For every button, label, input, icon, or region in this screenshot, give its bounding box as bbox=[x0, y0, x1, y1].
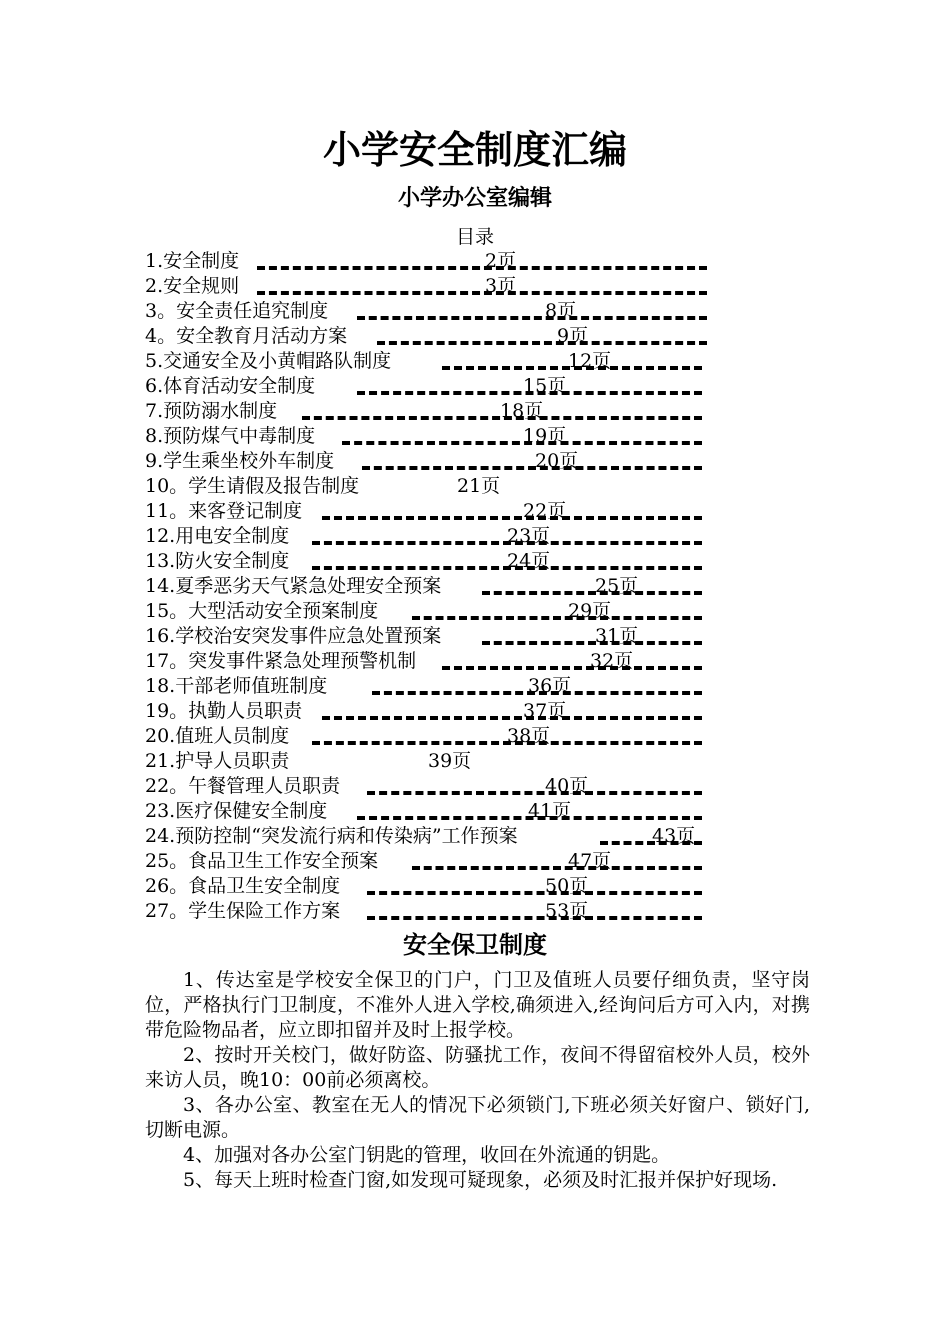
toc-entry-page: 43页 bbox=[652, 825, 696, 847]
toc-leader-line bbox=[482, 641, 702, 645]
toc-entry-label: 24.预防控制“突发流行病和传染病”工作预案 bbox=[145, 825, 518, 847]
toc-entry[interactable] bbox=[145, 899, 725, 924]
toc-entry-label: 6.体育活动安全制度 bbox=[145, 375, 316, 397]
toc-entry-label: 20.值班人员制度 bbox=[145, 725, 290, 747]
toc-entry[interactable] bbox=[145, 774, 725, 799]
toc-entry-label: 9.学生乘坐校外车制度 bbox=[145, 450, 335, 472]
toc-entry-label: 13.防火安全制度 bbox=[145, 550, 290, 572]
toc-entry-page: 38页 bbox=[507, 725, 551, 747]
document-subtitle: 小学办公室编辑 bbox=[397, 186, 552, 211]
toc-entry[interactable] bbox=[145, 749, 725, 774]
toc-leader-line bbox=[257, 266, 707, 270]
toc-entry-label: 18.干部老师值班制度 bbox=[145, 675, 328, 697]
toc-entry[interactable] bbox=[145, 849, 725, 874]
toc-entry[interactable] bbox=[145, 499, 725, 524]
toc-entry[interactable] bbox=[145, 449, 725, 474]
paragraph: 3、各办公室、教室在无人的情况下必须锁门,下班必须关好窗户、锁好门,切断电源。 bbox=[145, 1094, 810, 1141]
toc-entry-label: 11。来客登记制度 bbox=[145, 500, 303, 522]
toc-entry[interactable] bbox=[145, 249, 725, 274]
toc-entry-label: 4。安全教育月活动方案 bbox=[145, 325, 348, 347]
toc-leader-line bbox=[482, 591, 702, 595]
toc-entry-label: 1.安全制度 bbox=[145, 250, 240, 272]
toc-entry[interactable] bbox=[145, 574, 725, 599]
toc-entry-label: 26。食品卫生安全制度 bbox=[145, 875, 341, 897]
toc-entry-page: 32页 bbox=[590, 650, 634, 672]
toc-entry-label: 19。执勤人员职责 bbox=[145, 700, 303, 722]
toc-entry[interactable] bbox=[145, 474, 725, 499]
toc-entry-label: 7.预防溺水制度 bbox=[145, 400, 278, 422]
toc-entry-label: 23.医疗保健安全制度 bbox=[145, 800, 328, 822]
paragraph: 2、按时开关校门，做好防盗、防骚扰工作，夜间不得留宿校外人员，校外来访人员，晚10：00前必须离校。 bbox=[145, 1044, 810, 1091]
toc-entry-page: 9页 bbox=[557, 325, 589, 347]
toc-entry-page: 20页 bbox=[535, 450, 579, 472]
toc-leader-line bbox=[257, 291, 707, 295]
toc-entry-page: 8页 bbox=[545, 300, 577, 322]
toc-entry-label: 2.安全规则 bbox=[145, 275, 240, 297]
toc-entry[interactable] bbox=[145, 724, 725, 749]
toc-entry-label: 14.夏季恶劣天气紧急处理安全预案 bbox=[145, 575, 442, 597]
toc-entry[interactable] bbox=[145, 799, 725, 824]
toc-entry[interactable] bbox=[145, 699, 725, 724]
toc-entry[interactable] bbox=[145, 874, 725, 899]
toc-leader-line bbox=[367, 791, 702, 795]
toc-entry-page: 22页 bbox=[523, 500, 567, 522]
toc-leader-line bbox=[442, 666, 702, 670]
toc-entry-label: 22。午餐管理人员职责 bbox=[145, 775, 341, 797]
toc-entry-page: 15页 bbox=[523, 375, 567, 397]
toc-entry-page: 47页 bbox=[568, 850, 612, 872]
document-title: 小学安全制度汇编 bbox=[322, 128, 627, 172]
toc-entry[interactable] bbox=[145, 599, 725, 624]
toc-entry-page: 12页 bbox=[568, 350, 612, 372]
toc-entry[interactable] bbox=[145, 549, 725, 574]
toc-leader-line bbox=[367, 891, 702, 895]
toc-entry[interactable] bbox=[145, 399, 725, 424]
toc-entry-label: 27。学生保险工作方案 bbox=[145, 900, 341, 922]
toc-entry-label: 5.交通安全及小黄帽路队制度 bbox=[145, 350, 392, 372]
toc-heading: 目录 bbox=[455, 226, 494, 248]
paragraph: 1、传达室是学校安全保卫的门户，门卫及值班人员要仔细负责，坚守岗位，严格执行门卫制度，不准外人进入学校,确须进入,经询问后方可入内，对携带危险物品者，应立即扣留并及时上报学校。 bbox=[145, 969, 810, 1041]
toc-leader-line bbox=[412, 616, 702, 620]
toc-leader-line bbox=[322, 716, 702, 720]
toc-entry[interactable] bbox=[145, 299, 725, 324]
toc-entry[interactable] bbox=[145, 649, 725, 674]
toc-leader-line bbox=[342, 441, 702, 445]
toc-entry-label: 16.学校治安突发事件应急处置预案 bbox=[145, 625, 442, 647]
toc-entry[interactable] bbox=[145, 674, 725, 699]
toc-entry-page: 41页 bbox=[528, 800, 572, 822]
toc-entry-page: 37页 bbox=[523, 700, 567, 722]
toc-entry-label: 3。安全责任追究制度 bbox=[145, 300, 329, 322]
toc-leader-line bbox=[322, 516, 702, 520]
paragraph: 5、每天上班时检查门窗,如发现可疑现象，必须及时汇报并保护好现场. bbox=[183, 1169, 778, 1191]
section-heading: 安全保卫制度 bbox=[403, 931, 547, 959]
toc-entry[interactable] bbox=[145, 524, 725, 549]
toc-entry[interactable] bbox=[145, 824, 725, 849]
toc-leader-line bbox=[357, 316, 707, 320]
toc-entry-label: 15。大型活动安全预案制度 bbox=[145, 600, 379, 622]
toc-entry-page: 18页 bbox=[500, 400, 544, 422]
toc-entry[interactable] bbox=[145, 424, 725, 449]
toc-entry[interactable] bbox=[145, 274, 725, 299]
toc-entry-page: 24页 bbox=[507, 550, 551, 572]
toc-leader-line bbox=[377, 341, 707, 345]
toc-entry-page: 19页 bbox=[523, 425, 567, 447]
toc-entry-page: 25页 bbox=[595, 575, 639, 597]
toc-entry-page: 40页 bbox=[545, 775, 589, 797]
toc-entry-label: 12.用电安全制度 bbox=[145, 525, 290, 547]
toc-entry-page: 36页 bbox=[528, 675, 572, 697]
paragraph: 4、加强对各办公室门钥匙的管理，收回在外流通的钥匙。 bbox=[183, 1144, 671, 1166]
table-of-contents bbox=[145, 249, 725, 924]
toc-entry-page: 23页 bbox=[507, 525, 551, 547]
toc-entry-page: 29页 bbox=[568, 600, 612, 622]
toc-entry-page: 39页 bbox=[428, 750, 472, 772]
toc-entry-page: 31页 bbox=[595, 625, 639, 647]
toc-leader-line bbox=[367, 916, 702, 920]
toc-entry-label: 17。突发事件紧急处理预警机制 bbox=[145, 650, 417, 672]
toc-leader-line bbox=[362, 466, 702, 470]
toc-entry-page: 3页 bbox=[485, 275, 517, 297]
toc-entry-page: 53页 bbox=[545, 900, 589, 922]
toc-entry-label: 10。学生请假及报告制度 bbox=[145, 475, 360, 497]
toc-leader-line bbox=[412, 866, 702, 870]
toc-entry[interactable] bbox=[145, 624, 725, 649]
toc-entry-label: 8.预防煤气中毒制度 bbox=[145, 425, 316, 447]
section-body bbox=[145, 968, 810, 1193]
toc-entry-label: 21.护导人员职责 bbox=[145, 750, 290, 772]
toc-entry[interactable] bbox=[145, 374, 725, 399]
toc-entry[interactable] bbox=[145, 324, 725, 349]
toc-entry-page: 21页 bbox=[457, 475, 501, 497]
toc-entry-page: 50页 bbox=[545, 875, 589, 897]
toc-entry-label: 25。食品卫生工作安全预案 bbox=[145, 850, 379, 872]
toc-entry[interactable] bbox=[145, 349, 725, 374]
toc-entry-page: 2页 bbox=[485, 250, 517, 272]
